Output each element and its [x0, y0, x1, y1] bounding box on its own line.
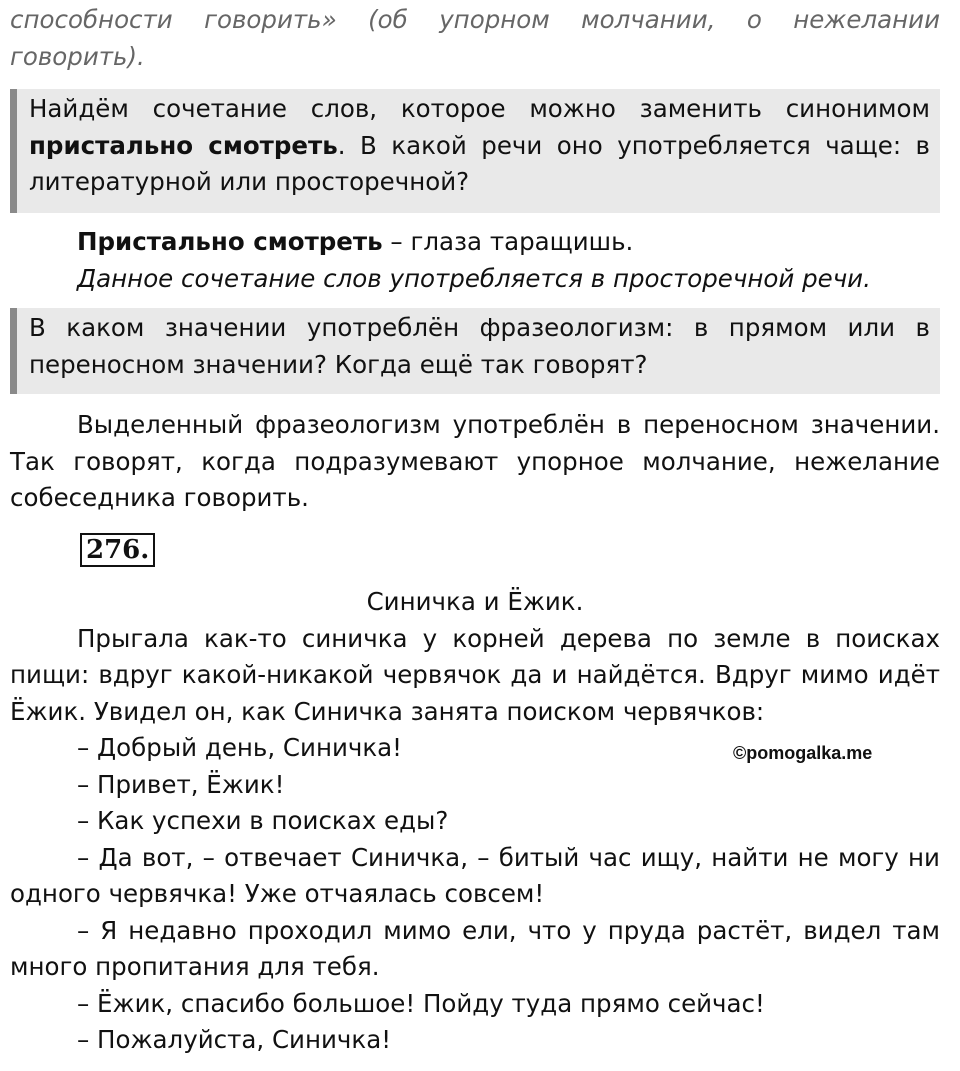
- question-2-text: В каком значении употреблён фразеологизм: в прямом или в переносном значении? Когда ещё так говорят?: [29, 313, 930, 379]
- exercise-number-wrap: [10, 533, 155, 567]
- answer-1-bold: Пристально смотреть: [77, 227, 383, 256]
- dialogue-line: – Как успехи в поисках еды?: [77, 806, 449, 835]
- intro-text: [10, 2, 940, 75]
- story-title: Синичка и Ёжик.: [366, 587, 584, 616]
- dialogue-line: – Пожалуйста, Синичка!: [77, 1025, 392, 1054]
- exercise-number: 276.: [80, 533, 155, 567]
- watermark: ©pomogalka.me: [733, 743, 873, 763]
- story-paragraph: Прыгала как-то синичка у корней дерева по земле в поисках пищи: вдруг какой-никакой червячок да и найдётся. Вдруг мимо идёт Ёжик. Увидел он, как Синичка занята поиском червячков:: [10, 623, 940, 726]
- dialogue-line: – Да вот, – отвечает Синичка, – битый час ищу, найти не могу ни одного червячка! Уже отчаялась совсем!: [10, 842, 940, 908]
- answer-1-line: [77, 224, 940, 261]
- dialogue-line: – Я недавно проходил мимо ели, что у пруда растёт, видел там много пропитания для тебя.: [10, 915, 940, 981]
- answer-2-text: Выделенный фразеологизм употреблён в переносном значении. Так говорят, когда подразумевают упорное молчание, нежелание собеседника говорить.: [10, 410, 940, 512]
- intro-line-2: говорить).: [10, 41, 145, 71]
- dialogue-line: – Добрый день, Синичка!: [77, 733, 403, 762]
- question-1-bold: пристально смотреть: [29, 130, 338, 160]
- story: [10, 584, 940, 1059]
- question-box-1: [10, 89, 940, 213]
- dialogue-line: – Ёжик, спасибо большое! Пойду туда прямо сейчас!: [77, 988, 765, 1018]
- answer-1: [77, 224, 940, 297]
- answer-1-italic: Данное сочетание слов употребляется в просторечной речи.: [77, 263, 871, 293]
- question-1-after: . В какой речи оно употребляется чаще: в литературной или просторечной?: [29, 130, 930, 196]
- question-box-2: [10, 308, 940, 394]
- question-1-before: Найдём сочетание слов, которое можно заменить синонимом: [29, 94, 930, 123]
- dialogue-line: – Привет, Ёжик!: [77, 769, 285, 799]
- answer-2: [10, 407, 940, 517]
- intro-line-1: способности говорить» (об упорном молчании, о нежелании: [10, 5, 940, 34]
- answer-1-rest: – глаза таращишь.: [382, 227, 634, 256]
- question-1-text: [29, 91, 930, 201]
